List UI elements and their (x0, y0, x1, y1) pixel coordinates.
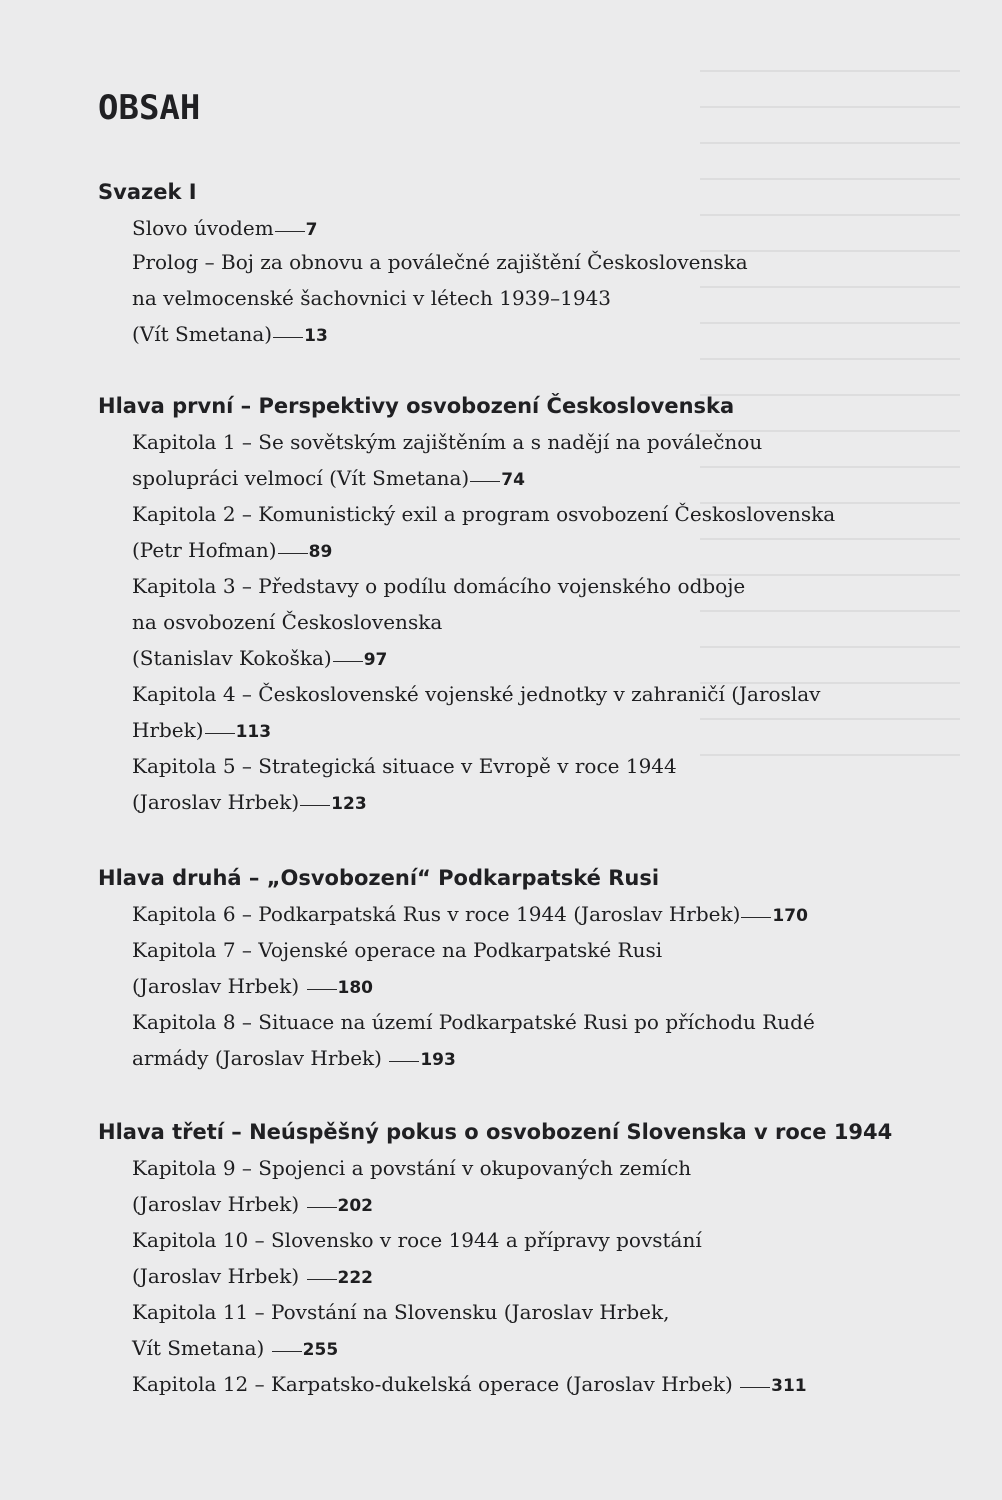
page-number: 74 (501, 470, 525, 490)
entry-line (132, 210, 318, 246)
entry-text: (Jaroslav Hrbek) (132, 1264, 306, 1288)
page-leader-line (307, 1207, 337, 1208)
entry-text: (Jaroslav Hrbek) (132, 790, 300, 814)
entry-line (132, 1294, 669, 1330)
entry-line (132, 496, 835, 532)
page-leader-line (307, 989, 337, 990)
entry-text: Vít Smetana) (132, 1336, 271, 1360)
entry-line (132, 932, 662, 968)
page-number: 255 (302, 1340, 339, 1360)
page-number: 113 (235, 722, 272, 742)
entry-line (132, 280, 611, 316)
entry-line (132, 1150, 691, 1186)
page-title: OBSAH (98, 88, 201, 128)
entry-line (132, 1330, 338, 1366)
page-number: 193 (420, 1050, 456, 1070)
entry-text: Kapitola 2 – Komunistický exil a program osvobození Československa (132, 502, 836, 526)
page-number: 180 (337, 978, 374, 998)
page-number: 222 (337, 1268, 374, 1288)
entry-line (132, 1004, 815, 1040)
entry-text: na osvobození Československa (132, 610, 443, 634)
entry-line (132, 748, 677, 784)
entry-text: (Petr Hofman) (132, 538, 277, 562)
entry-line (132, 244, 748, 280)
page-leader-line (389, 1061, 419, 1062)
page-number: 202 (337, 1196, 374, 1216)
page-number: 170 (772, 906, 808, 926)
entry-text: Kapitola 12 – Karpatsko-dukelská operace (Jaroslav Hrbek) (132, 1372, 740, 1396)
page-leader-line (278, 553, 308, 554)
page-leader-line (300, 805, 330, 806)
entry-line (132, 1366, 807, 1402)
entry-line (132, 640, 387, 676)
entry-line (132, 604, 442, 640)
page-number: 89 (308, 542, 333, 562)
entry-text: (Vít Smetana) (132, 322, 273, 346)
entry-line (132, 712, 271, 748)
entry-text: Kapitola 10 – Slovensko v roce 1944 a přípravy povstání (132, 1228, 702, 1252)
page-number: 13 (304, 326, 328, 346)
page-number: 311 (771, 1376, 807, 1396)
entry-text: Kapitola 9 – Spojenci a povstání v okupovaných zemích (132, 1156, 692, 1180)
page-leader-line (470, 481, 500, 482)
section-heading: Hlava první – Perspektivy osvobození Československa (98, 394, 735, 418)
entry-text: Kapitola 8 – Situace na území Podkarpatské Rusi po příchodu Rudé (132, 1010, 815, 1034)
page-leader-line (205, 733, 235, 734)
entry-line (132, 1040, 456, 1076)
entry-text: Kapitola 6 – Podkarpatská Rus v roce 1944 (Jaroslav Hrbek) (132, 902, 741, 926)
entry-text: Kapitola 11 – Povstání na Slovensku (Jaroslav Hrbek, (132, 1300, 670, 1324)
entry-text: (Jaroslav Hrbek) (132, 1192, 306, 1216)
entry-text: Prolog – Boj za obnovu a poválečné zajištění Československa (132, 250, 748, 274)
entry-text: Kapitola 7 – Vojenské operace na Podkarpatské Rusi (132, 938, 663, 962)
entry-line (132, 1258, 373, 1294)
show-through-text (700, 70, 960, 770)
entry-line (132, 784, 367, 820)
entry-line (132, 316, 328, 352)
entry-line (132, 532, 332, 568)
page-leader-line (307, 1279, 337, 1280)
section-heading: Hlava druhá – „Osvobození“ Podkarpatské Rusi (98, 866, 660, 890)
entry-line (132, 460, 525, 496)
page-number: 123 (331, 794, 367, 814)
page-number: 7 (305, 220, 318, 240)
page-leader-line (272, 1351, 302, 1352)
page-leader-line (333, 661, 363, 662)
page-leader-line (275, 231, 305, 232)
section-heading: Svazek I (98, 180, 197, 204)
entry-text: Kapitola 3 – Představy o podílu domácího vojenského odboje (132, 574, 746, 598)
entry-text: Kapitola 4 – Československé vojenské jednotky v zahraničí (Jaroslav (132, 682, 821, 706)
entry-line (132, 1186, 373, 1222)
entry-line (132, 568, 745, 604)
entry-text: na velmocenské šachovnici v létech 1939–1943 (132, 286, 612, 310)
page-leader-line (273, 337, 303, 338)
page-number: 97 (363, 650, 388, 670)
entry-line (132, 424, 762, 460)
entry-line (132, 1222, 702, 1258)
entry-line (132, 896, 808, 932)
entry-text: Kapitola 1 – Se sovětským zajištěním a s nadějí na poválečnou (132, 430, 763, 454)
section-heading: Hlava třetí – Neúspěšný pokus o osvobození Slovenska v roce 1944 (98, 1120, 893, 1144)
entry-text: armády (Jaroslav Hrbek) (132, 1046, 389, 1070)
entry-text: (Jaroslav Hrbek) (132, 974, 306, 998)
entry-text: spolupráci velmocí (Vít Smetana) (132, 466, 470, 490)
entry-text: Kapitola 5 – Strategická situace v Evropě v roce 1944 (132, 754, 677, 778)
entry-text: Slovo úvodem (132, 216, 274, 240)
page-leader-line (740, 1387, 770, 1388)
entry-line (132, 676, 820, 712)
entry-line (132, 968, 373, 1004)
page-leader-line (741, 917, 771, 918)
entry-text: (Stanislav Kokoška) (132, 646, 332, 670)
entry-text: Hrbek) (132, 718, 204, 742)
